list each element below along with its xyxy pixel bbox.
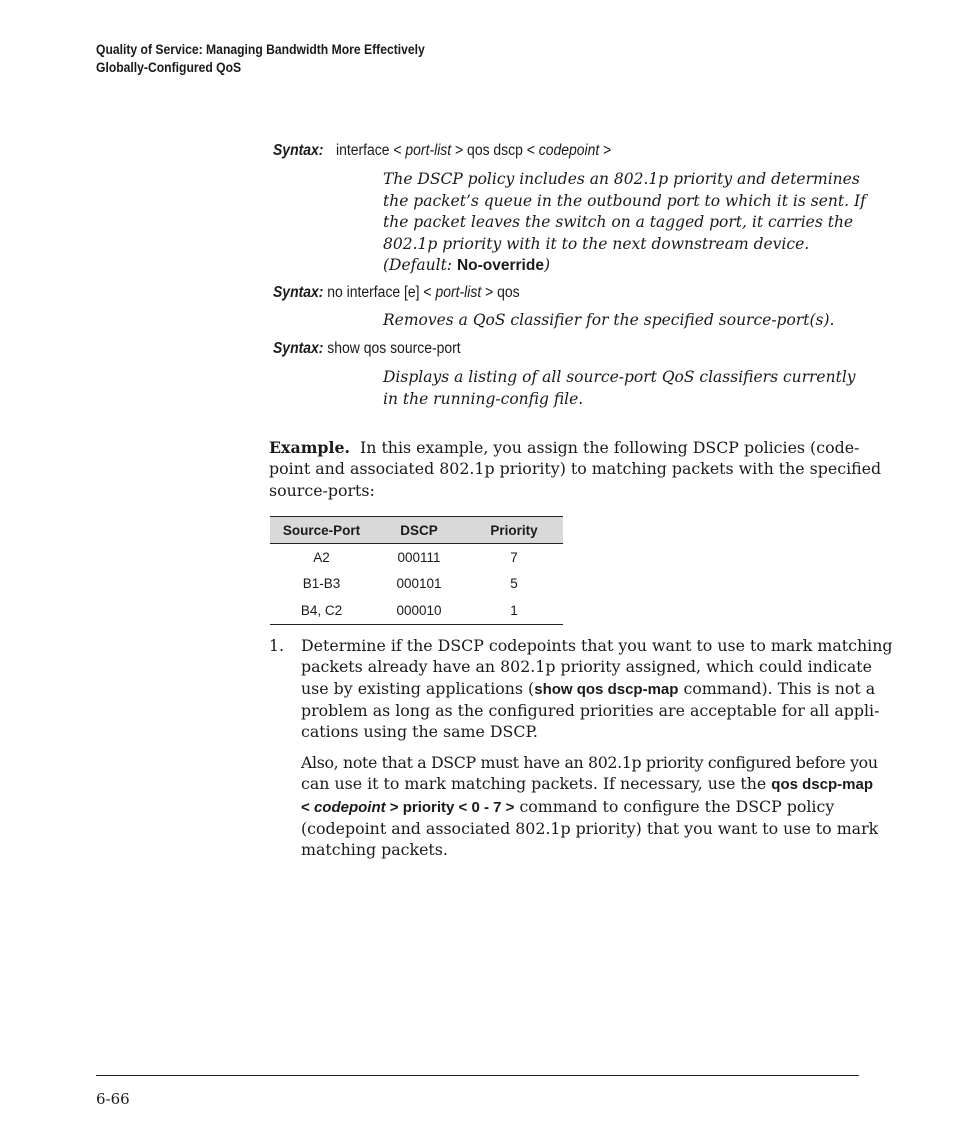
example-label: Example.	[269, 438, 351, 457]
page-number: 6-66	[96, 1090, 130, 1108]
syntax-show-qos-source-port: Syntax: show qos source-port	[273, 340, 461, 357]
col-priority: Priority	[465, 517, 563, 544]
col-dscp: DSCP	[373, 517, 465, 544]
syntax-label: Syntax:	[273, 340, 324, 357]
cmd-show-qos-dscp-map: show qos dscp-map	[534, 680, 679, 698]
table-row: A2 000111 7	[313, 549, 518, 565]
syntax-no-interface-qos: Syntax: no interface [e] < port-list > qos	[273, 284, 520, 301]
syntax3-description: Displays a listing of all source-port QoS classifiers currently in the running-config file.	[383, 368, 856, 408]
default-value-line: (Default: No-override)	[383, 256, 551, 274]
table-header-row	[270, 517, 563, 544]
table-row: B1-B3 000101 5	[302, 576, 518, 592]
step-number: 1.	[269, 636, 285, 655]
dscp-policy-table	[270, 516, 563, 625]
arg-codepoint: codepoint	[313, 798, 386, 816]
running-head	[96, 41, 425, 77]
cmd-qos-dscp-map: qos dscp-map	[771, 776, 873, 794]
example-paragraph: Example. In this example, you assign the following DSCP policies (code- point and associated 802.1p priority) to matching packets with the specified source-ports:	[269, 438, 882, 500]
syntax-label: Syntax:	[273, 142, 324, 159]
table-row: B4, C2 000010 1	[270, 597, 563, 624]
syntax-label: Syntax:	[273, 284, 324, 301]
syntax2-description: Removes a QoS classifier for the specified source-port(s).	[383, 311, 835, 329]
arg-codepoint: codepoint	[538, 142, 600, 159]
chapter-title: Quality of Service: Managing Bandwidth More Effectively	[96, 42, 425, 57]
default-no-override: No-override	[456, 257, 544, 274]
arg-port-list: port-list	[435, 284, 482, 301]
arg-port-list: port-list	[405, 142, 452, 159]
step1-paragraph: Determine if the DSCP codepoints that you want to use to mark matching packets already have an 802.1p priority assigned, which could indicate use by existing applications (show qos dscp-map command). This is not a problem as long as the configured priorities are acceptable for all appli- cations using the same DSCP.	[301, 636, 893, 742]
col-source-port: Source-Port	[270, 517, 373, 544]
syntax1-description: The DSCP policy includes an 802.1p priority and determines the packet’s queue in the outbound port to which it is sent. If the packet leaves the switch on a tagged port, it carries the 802.1p priority with it to the next downstream device. (Default: No-override)	[383, 169, 866, 277]
step1-note-paragraph: Also, note that a DSCP must have an 802.1p priority configured before you can use it to mark matching packets. If necessary, use the qos dscp-map < codepoint > priority < 0 - 7 > command to configure the DSCP policy (codepoint and associated 802.1p priority) that you want to use to mark matching packets.	[301, 753, 879, 860]
syntax-interface-qos-dscp: Syntax: interface < port-list > qos dscp < codepoint >	[273, 142, 612, 159]
footer-rule	[96, 1075, 859, 1076]
section-title: Globally-Configured QoS	[96, 60, 242, 75]
